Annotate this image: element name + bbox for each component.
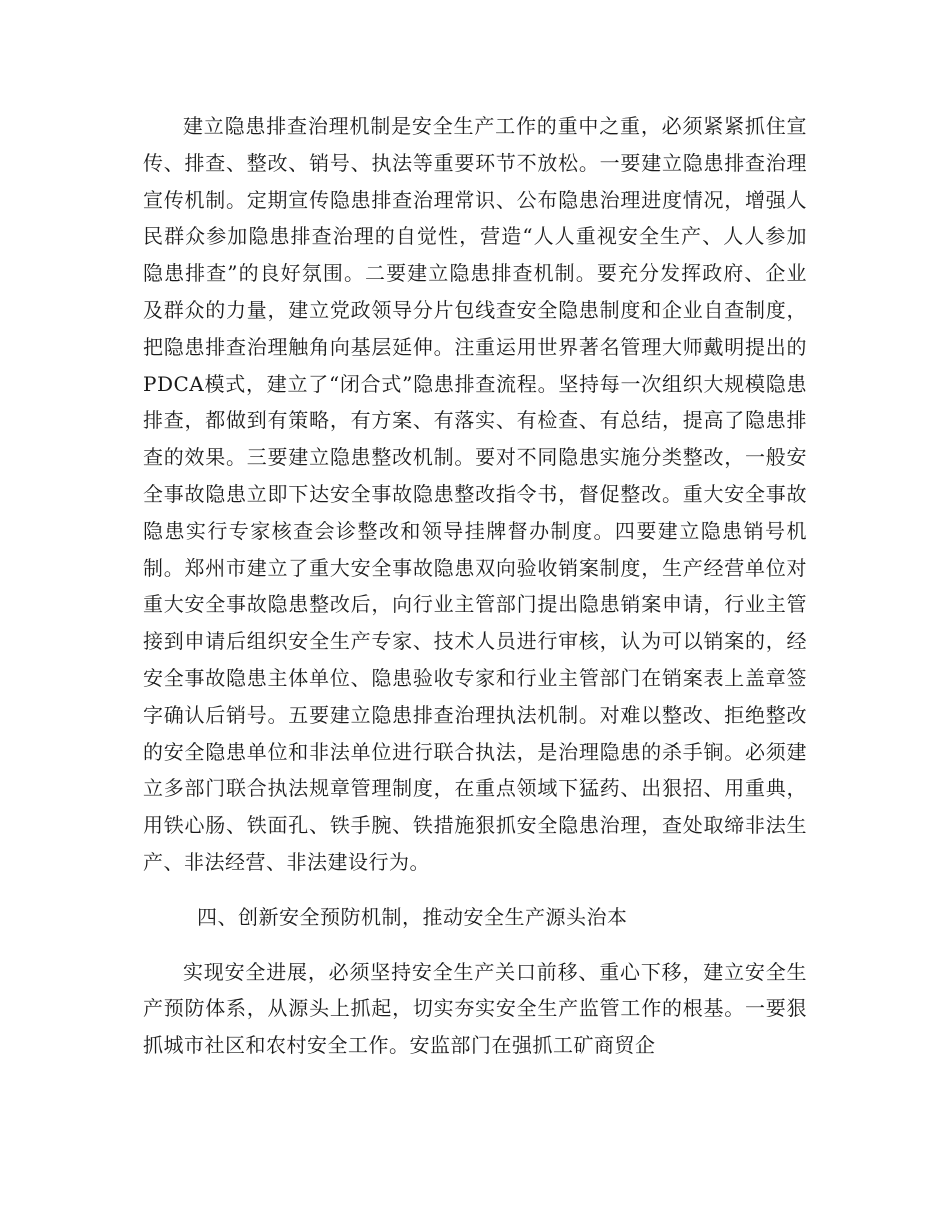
- body-paragraph-prevention: 实现安全进展，必须坚持安全生产关口前移、重心下移，建立安全生产预防体系，从源头上抓起，切实夯实安全生产监管工作的根基。一要狠抓城市社区和农村安全工作。安监部门在强抓工矿商贸企: [143, 959, 807, 1058]
- document-body: [143, 108, 807, 1064]
- body-paragraph-hazard-mechanism: 建立隐患排查治理机制是安全生产工作的重中之重，必须紧紧抓住宣传、排查、整改、销号、执法等重要环节不放松。一要建立隐患排查治理宣传机制。定期宣传隐患排查治理常识、公布隐患治理进度情况，增强人民群众参加隐患排查治理的自觉性，营造“人人重视安全生产、人人参加隐患排查”的良好氛围。二要建立隐患排查机制。要充分发挥政府、企业及群众的力量，建立党政领导分片包线查安全隐患制度和企业自查制度，把隐患排查治理触角向基层延伸。注重运用世界著名管理大师戴明提出的PDCA模式，建立了“闭合式”隐患排查流程。坚持每一次组织大规模隐患排查，都做到有策略，有方案、有落实、有检查、有总结，提高了隐患排查的效果。三要建立隐患整改机制。要对不同隐患实施分类整改，一般安全事故隐患立即下达安全事故隐患整改指令书，督促整改。重大安全事故隐患实行专家核查会诊整改和领导挂牌督办制度。四要建立隐患销号机制。郑州市建立了重大安全事故隐患双向验收销案制度，生产经营单位对重大安全事故隐患整改后，向行业主管部门提出隐患销案申请，行业主管接到申请后组织安全生产专家、技术人员进行审核，认为可以销案的，经安全事故隐患主体单位、隐患验收专家和行业主管部门在销案表上盖章签字确认后销号。五要建立隐患排查治理执法机制。对难以整改、拒绝整改的安全隐患单位和非法单位进行联合执法，是治理隐患的杀手锏。必须建立多部门联合执法规章管理制度，在重点领域下猛药、出狠招、用重典，用铁心肠、铁面孔、铁手腕、铁措施狠抓安全隐患治理，查处取缔非法生产、非法经营、非法建设行为。: [143, 114, 807, 874]
- section-heading: 四、创新安全预防机制，推动安全生产源头治本: [197, 904, 628, 929]
